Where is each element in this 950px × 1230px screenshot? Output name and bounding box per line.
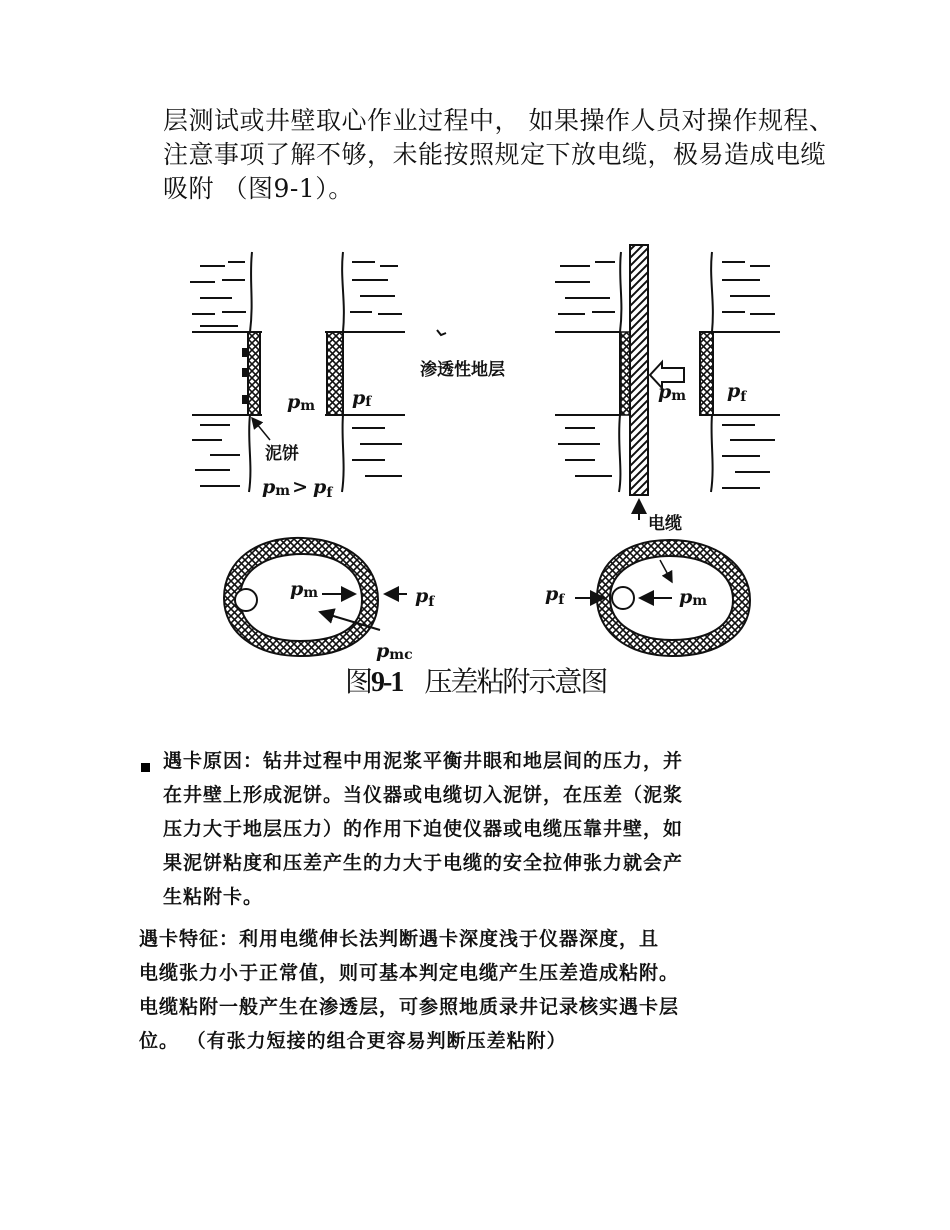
pm-subscript: m xyxy=(300,398,316,414)
mud-cake-bump xyxy=(242,395,248,404)
svg-text:pm: pm xyxy=(290,578,319,601)
mud-cake xyxy=(248,332,260,415)
paragraph-line: 位。 （有张力短接的组合更容易判断压差粘附） xyxy=(139,1030,567,1052)
pmc-symbol: p xyxy=(376,640,390,662)
intro-line: 层测试或井壁取心作业过程中， 如果操作人员对操作规程、 xyxy=(163,106,835,135)
cable xyxy=(630,245,648,495)
pm-symbol: p xyxy=(262,476,276,498)
svg-text:pm xyxy=(287,391,315,414)
paragraph-line: 电缆粘附一般产生在渗透层，可参照地质录井记录核实遇卡层 xyxy=(139,996,680,1018)
cable-circle xyxy=(612,587,634,609)
pf-symbol: p xyxy=(727,380,741,402)
pm-symbol: p xyxy=(287,391,301,413)
svg-text:pf: $p_f$ xyxy=(415,585,435,610)
sticking-feature-paragraph xyxy=(139,922,679,1058)
mud-cake-compressed xyxy=(621,332,630,415)
bullet-marker xyxy=(141,763,150,772)
paragraph-line: 遇卡特征：利用电缆伸长法判断遇卡深度浅于仪器深度，且 xyxy=(139,928,660,950)
intro-line: 吸附 （图9-1）。 xyxy=(163,174,354,203)
figure-caption xyxy=(345,660,606,700)
paragraph-line: 在井壁上形成泥饼。当仪器或电缆切入泥饼，在压差（泥浆 xyxy=(163,784,684,806)
caption-number: 9-1 xyxy=(371,667,403,698)
svg-text:pm: pm xyxy=(679,586,708,609)
svg-text:pf: $p_f$ xyxy=(727,380,747,405)
mud-cake-label: 泥饼 xyxy=(265,444,299,464)
caption-prefix: 图 xyxy=(345,665,372,698)
stray-mark xyxy=(437,330,446,335)
mud-cake xyxy=(700,332,713,415)
paragraph-line: 压力大于地层压力）的作用下迫使仪器或电缆压靠井壁，如 xyxy=(163,818,684,840)
pmc-subscript: mc xyxy=(389,647,413,663)
svg-text:pm>pf: pm > $p_f$ xyxy=(262,476,333,501)
paragraph-line: 果泥饼粘度和压差产生的力大于电缆的安全拉伸张力就会产 xyxy=(163,852,684,874)
intro-line: 注意事项了解不够，未能按照规定下放电缆，极易造成电缆 xyxy=(163,140,827,169)
sticking-cause-paragraph xyxy=(163,744,683,914)
mud-cake xyxy=(327,332,343,415)
mud-cake-bump xyxy=(242,348,248,357)
mud-cake-bump xyxy=(242,368,248,377)
svg-text:pf xyxy=(352,387,372,410)
caption-title: 压差粘附示意图 xyxy=(424,665,607,698)
pf-symbol: p xyxy=(352,387,366,409)
paragraph-line: 遇卡原因：钻井过程中用泥浆平衡井眼和地层间的压力，并 xyxy=(163,750,684,772)
permeable-layer-label: 渗透性地层 xyxy=(420,360,505,380)
cable-label: 电缆 xyxy=(648,514,682,534)
pm-symbol: p xyxy=(658,381,672,403)
cable-circle xyxy=(235,589,257,611)
paragraph-line: 电缆张力小于正常值，则可基本判定电缆产生压差造成粘附。 xyxy=(139,962,680,984)
mud-cake-pointer xyxy=(252,418,270,440)
greater-than: > xyxy=(292,476,309,498)
svg-text:pf: $p_f$ xyxy=(545,583,565,608)
svg-text:pm: pm xyxy=(658,381,687,404)
paragraph-line: 生粘附卡。 xyxy=(163,886,264,908)
right-cross-section xyxy=(575,540,750,656)
pf-subscript: f xyxy=(365,394,372,410)
